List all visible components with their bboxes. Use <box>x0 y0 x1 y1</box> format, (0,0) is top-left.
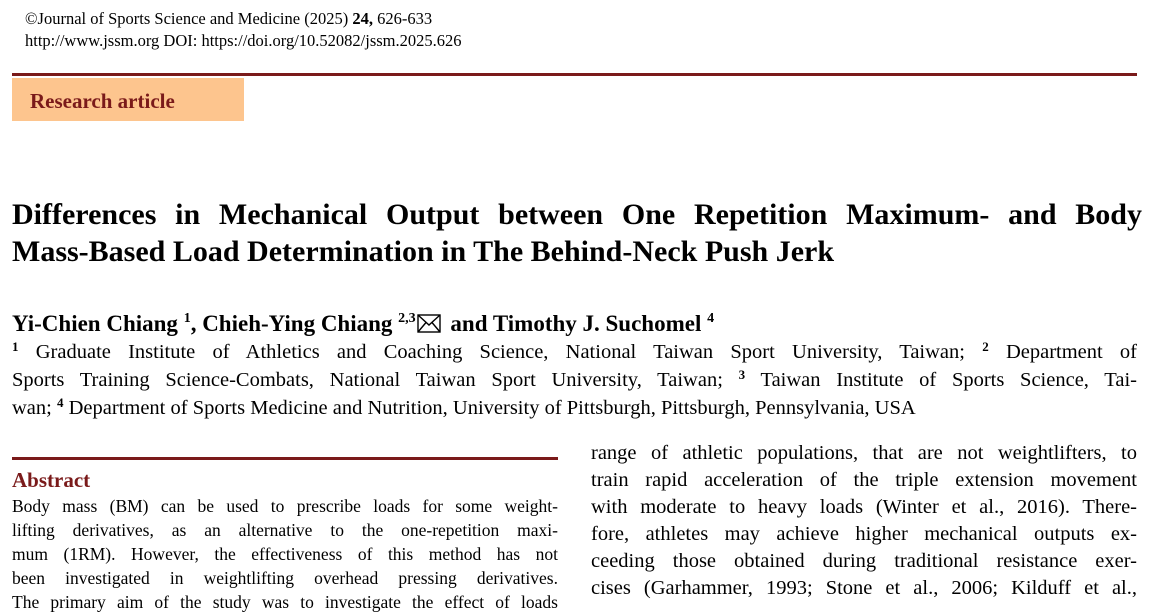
affiliation-text: Department of Sports Medicine and Nutrition, University of Pittsburgh, Pittsburgh, Pennsylvania, USA <box>68 397 916 419</box>
author-separator: and <box>444 311 493 336</box>
affiliation-line-1 <box>12 339 1137 367</box>
abstract-line: lifting derivatives, as an alternative to the one-repetition maxi- <box>12 520 558 540</box>
abstract-line: Body mass (BM) can be used to prescribe loads for some weight- <box>12 496 558 516</box>
header-divider <box>12 73 1137 76</box>
affiliation-text: Graduate Institute of Athletics and Coaching Science, National Taiwan Sport University, Taiwan; <box>35 341 965 363</box>
affiliations <box>12 339 1137 423</box>
email-icon[interactable] <box>417 314 441 333</box>
title-line-1: Differences in Mechanical Output between One Repetition Maximum- and Body <box>12 198 1142 231</box>
body-line: ceeding those obtained during traditional resistance exer- <box>591 550 1137 572</box>
journal-citation: ©Journal of Sports Science and Medicine (2025) <box>25 9 349 28</box>
body-line: train rapid acceleration of the triple extension movement <box>591 469 1137 491</box>
journal-header <box>25 8 462 52</box>
journal-volume: 24, <box>352 9 373 28</box>
author-separator: , <box>190 311 203 336</box>
url-doi-line: http://www.jssm.org DOI: https://doi.org/10.52082/jssm.2025.626 <box>25 31 462 50</box>
journal-pages: 626-633 <box>377 9 433 28</box>
body-line: cises (Garhammer, 1993; Stone et al., 2006; Kilduff et al., <box>591 577 1137 599</box>
author-name: Chieh-Ying Chiang <box>202 311 393 336</box>
affiliation-text: Taiwan Institute of Sports Science, Tai- <box>760 369 1137 391</box>
author-name: Yi-Chien Chiang <box>12 311 178 336</box>
article-type-badge <box>12 78 244 121</box>
author-affiliation-sup: 2,3 <box>398 311 416 326</box>
author-list <box>12 309 714 343</box>
affiliation-text: Sports Training Science-Combats, National Taiwan Sport University, Taiwan; <box>12 369 723 391</box>
body-text-column <box>591 440 1137 602</box>
author-name: Timothy J. Suchomel <box>492 311 702 336</box>
affiliation-sup: 2 <box>982 339 989 354</box>
body-line: range of athletic populations, that are not weightlifters, to <box>591 442 1137 464</box>
affiliation-sup: 4 <box>56 395 64 410</box>
body-line: with moderate to heavy loads (Winter et al., 2016). There- <box>591 496 1137 518</box>
abstract-line: been investigated in weightlifting overhead pressing derivatives. <box>12 568 558 588</box>
article-type-label: Research article <box>30 89 175 113</box>
author-affiliation-sup: 1 <box>183 311 191 326</box>
title-line-2: Mass-Based Load Determination in The Behind-Neck Push Jerk <box>12 235 835 268</box>
article-title <box>12 196 1142 270</box>
affiliation-text: Department of <box>1005 341 1138 363</box>
abstract-line: The primary aim of the study was to investigate the effect of loads <box>12 592 558 612</box>
abstract-divider <box>12 457 558 460</box>
body-line: fore, athletes may achieve higher mechanical outputs ex- <box>591 523 1137 545</box>
abstract-heading: Abstract <box>12 468 91 492</box>
affiliation-line-2 <box>12 367 1137 395</box>
author-affiliation-sup: 4 <box>707 311 715 326</box>
affiliation-sup: 3 <box>738 367 746 382</box>
affiliation-line-3 <box>12 395 1137 423</box>
citation-line <box>25 8 462 30</box>
affiliation-sup: 1 <box>12 339 19 354</box>
abstract-line: mum (1RM). However, the effectiveness of this method has not <box>12 544 558 564</box>
affiliation-text: wan; <box>12 397 52 419</box>
abstract-body <box>12 494 558 614</box>
